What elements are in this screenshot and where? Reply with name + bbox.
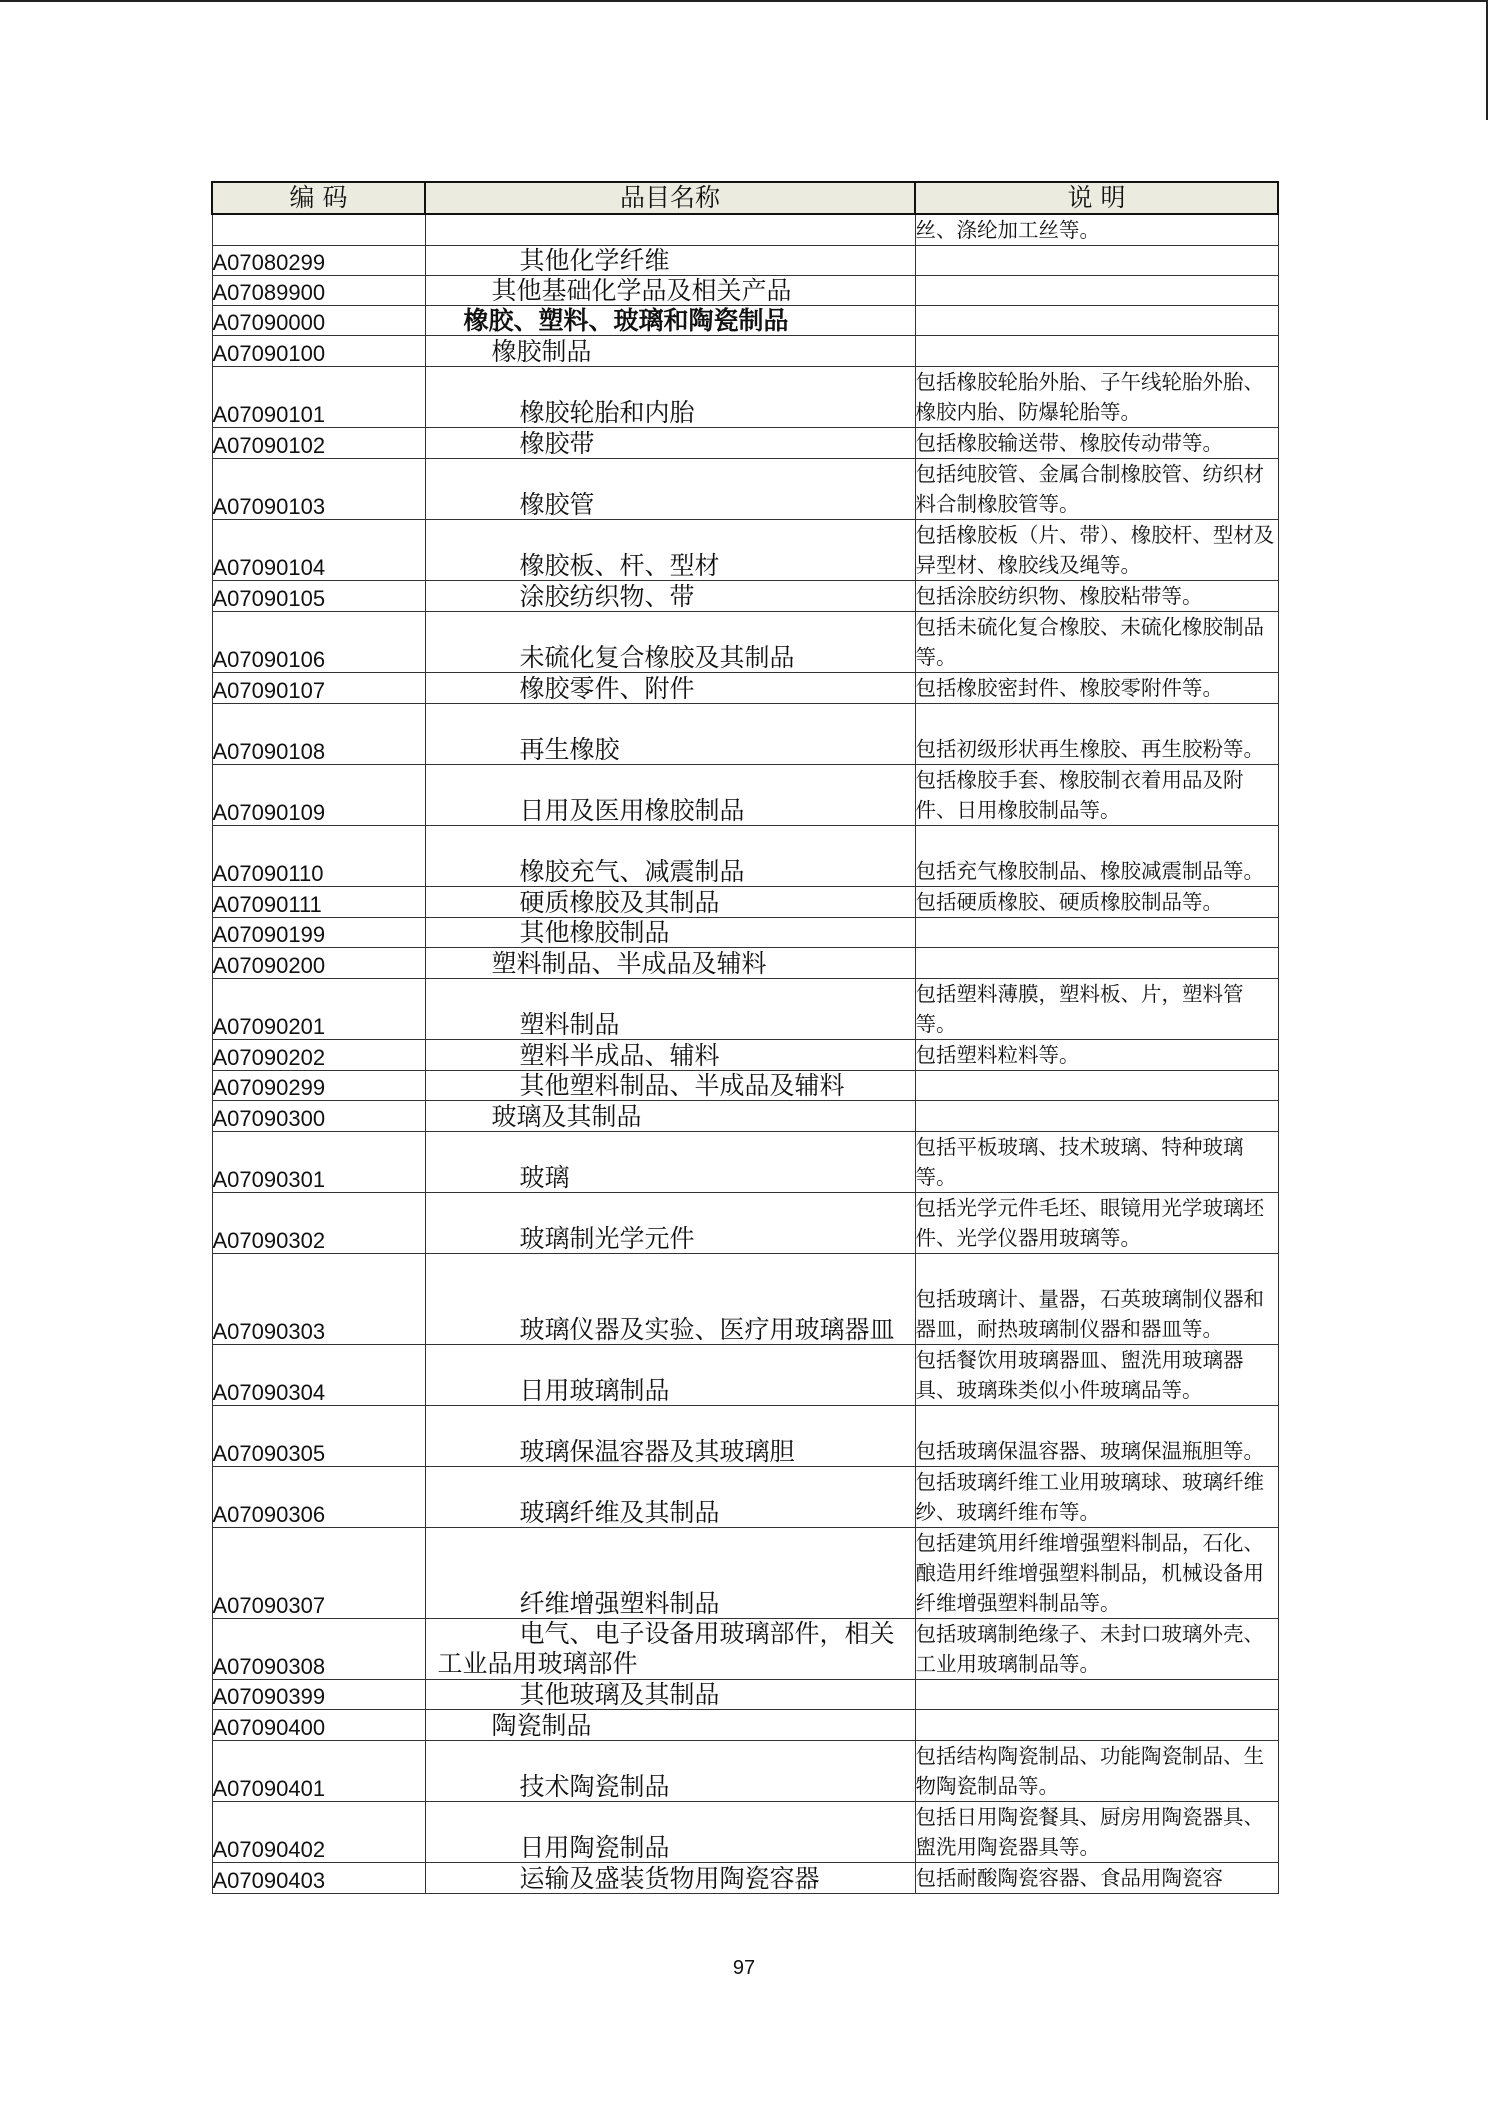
table-row (212, 367, 1278, 428)
item-name: 橡胶充气、减震制品 (425, 826, 915, 887)
item-description: 包括玻璃纤维工业用玻璃球、玻璃纤维纱、玻璃纤维布等。 (915, 1467, 1278, 1528)
item-name: 橡胶制品 (425, 336, 915, 367)
item-description: 包括纯胶管、金属合制橡胶管、纺织材料合制橡胶管等。 (915, 459, 1278, 520)
item-code: A07090111 (212, 887, 425, 918)
header-name: 品目名称 (425, 182, 915, 214)
table-row (212, 1254, 1278, 1345)
item-name: 橡胶、塑料、玻璃和陶瓷制品 (425, 306, 915, 336)
table-row (212, 612, 1278, 673)
table-row (212, 704, 1278, 765)
item-description (915, 1071, 1278, 1101)
item-code: A07090399 (212, 1680, 425, 1710)
item-name: 硬质橡胶及其制品 (425, 887, 915, 918)
item-code: A07090202 (212, 1040, 425, 1071)
item-code: A07090201 (212, 979, 425, 1040)
item-code: A07090100 (212, 336, 425, 367)
item-description: 包括未硫化复合橡胶、未硫化橡胶制品等。 (915, 612, 1278, 673)
table-row (212, 306, 1278, 336)
item-code: A07090299 (212, 1071, 425, 1101)
item-description: 包括建筑用纤维增强塑料制品，石化、酿造用纤维增强塑料制品，机械设备用纤维增强塑料制品等。 (915, 1528, 1278, 1619)
table-row (212, 673, 1278, 704)
item-description: 包括平板玻璃、技术玻璃、特种玻璃等。 (915, 1132, 1278, 1193)
table-row (212, 1467, 1278, 1528)
item-name: 橡胶零件、附件 (425, 673, 915, 704)
header-row (212, 182, 1278, 214)
header-code: 编 码 (212, 182, 425, 214)
table-row (212, 887, 1278, 918)
item-name: 其他基础化学品及相关产品 (425, 276, 915, 306)
item-description: 包括橡胶轮胎外胎、子午线轮胎外胎、橡胶内胎、防爆轮胎等。 (915, 367, 1278, 428)
item-description: 包括耐酸陶瓷容器、食品用陶瓷容 (915, 1863, 1278, 1894)
table-row (212, 979, 1278, 1040)
item-description (915, 948, 1278, 979)
item-code: A07090400 (212, 1710, 425, 1741)
item-description (915, 246, 1278, 276)
item-name (425, 1619, 915, 1680)
table-row (212, 581, 1278, 612)
item-description: 包括玻璃计、量器，石英玻璃制仪器和器皿，耐热玻璃制仪器和器皿等。 (915, 1254, 1278, 1345)
item-code: A07080299 (212, 246, 425, 276)
catalog-table-header (212, 182, 1278, 214)
table-row (212, 1619, 1278, 1680)
item-code: A07090306 (212, 1467, 425, 1528)
item-description: 包括餐饮用玻璃器皿、盥洗用玻璃器具、玻璃珠类似小件玻璃品等。 (915, 1345, 1278, 1406)
item-code: A07090106 (212, 612, 425, 673)
item-code: A07090307 (212, 1528, 425, 1619)
table-row (212, 1132, 1278, 1193)
table-row (212, 520, 1278, 581)
item-description: 包括涂胶纺织物、橡胶粘带等。 (915, 581, 1278, 612)
catalog-table (211, 181, 1279, 1894)
item-name: 纤维增强塑料制品 (425, 1528, 915, 1619)
item-description: 包括塑料薄膜，塑料板、片，塑料管等。 (915, 979, 1278, 1040)
item-code: A07090300 (212, 1101, 425, 1132)
item-description (915, 336, 1278, 367)
table-row (212, 1741, 1278, 1802)
item-description: 包括橡胶密封件、橡胶零附件等。 (915, 673, 1278, 704)
item-description (915, 1680, 1278, 1710)
item-name: 其他塑料制品、半成品及辅料 (425, 1071, 915, 1101)
item-name: 玻璃制光学元件 (425, 1193, 915, 1254)
item-name: 玻璃 (425, 1132, 915, 1193)
item-name: 玻璃保温容器及其玻璃胆 (425, 1406, 915, 1467)
item-code: A07089900 (212, 276, 425, 306)
item-description: 包括初级形状再生橡胶、再生胶粉等。 (915, 704, 1278, 765)
item-code (212, 214, 425, 246)
item-name (425, 214, 915, 246)
item-code: A07090308 (212, 1619, 425, 1680)
item-code: A07090101 (212, 367, 425, 428)
item-description (915, 918, 1278, 948)
table-row (212, 826, 1278, 887)
item-code: A07090302 (212, 1193, 425, 1254)
item-description: 包括橡胶手套、橡胶制衣着用品及附件、日用橡胶制品等。 (915, 765, 1278, 826)
item-description: 包括橡胶输送带、橡胶传动带等。 (915, 428, 1278, 459)
item-description (915, 276, 1278, 306)
item-code: A07090108 (212, 704, 425, 765)
item-name: 其他化学纤维 (425, 246, 915, 276)
item-code: A07090304 (212, 1345, 425, 1406)
table-row (212, 1528, 1278, 1619)
page-top-border (0, 0, 1488, 2)
item-description (915, 1710, 1278, 1741)
table-row (212, 765, 1278, 826)
item-code: A07090305 (212, 1406, 425, 1467)
item-code: A07090401 (212, 1741, 425, 1802)
table-row (212, 428, 1278, 459)
item-code: A07090103 (212, 459, 425, 520)
table-row (212, 459, 1278, 520)
item-description: 包括玻璃制绝缘子、未封口玻璃外壳、工业用玻璃制品等。 (915, 1619, 1278, 1680)
item-name: 涂胶纺织物、带 (425, 581, 915, 612)
item-name: 日用玻璃制品 (425, 1345, 915, 1406)
item-code: A07090402 (212, 1802, 425, 1863)
table-row (212, 1071, 1278, 1101)
item-description: 包括结构陶瓷制品、功能陶瓷制品、生物陶瓷制品等。 (915, 1741, 1278, 1802)
item-description: 包括橡胶板（片、带）、橡胶杆、型材及异型材、橡胶线及绳等。 (915, 520, 1278, 581)
item-name: 日用及医用橡胶制品 (425, 765, 915, 826)
item-name: 塑料制品 (425, 979, 915, 1040)
item-description (915, 1101, 1278, 1132)
table-row (212, 1406, 1278, 1467)
item-name: 日用陶瓷制品 (425, 1802, 915, 1863)
table-row (212, 214, 1278, 246)
item-description (915, 306, 1278, 336)
item-code: A07090301 (212, 1132, 425, 1193)
table-row (212, 1802, 1278, 1863)
item-description: 包括玻璃保温容器、玻璃保温瓶胆等。 (915, 1406, 1278, 1467)
item-description: 包括充气橡胶制品、橡胶减震制品等。 (915, 826, 1278, 887)
item-name: 橡胶板、杆、型材 (425, 520, 915, 581)
table-row (212, 1680, 1278, 1710)
item-name: 橡胶带 (425, 428, 915, 459)
table-row (212, 276, 1278, 306)
item-name: 未硫化复合橡胶及其制品 (425, 612, 915, 673)
item-name: 其他橡胶制品 (425, 918, 915, 948)
table-row (212, 246, 1278, 276)
item-code: A07090000 (212, 306, 425, 336)
table-row (212, 1040, 1278, 1071)
table-row (212, 1710, 1278, 1741)
catalog-table-body (212, 214, 1278, 1894)
item-name-text: 电气、电子设备用玻璃部件，相关工业品用玻璃部件 (437, 1619, 895, 1678)
table-row (212, 1345, 1278, 1406)
item-name: 橡胶轮胎和内胎 (425, 367, 915, 428)
item-code: A07090104 (212, 520, 425, 581)
table-row (212, 1193, 1278, 1254)
item-description: 丝、涤纶加工丝等。 (915, 214, 1278, 246)
header-desc: 说 明 (915, 182, 1278, 214)
item-code: A07090102 (212, 428, 425, 459)
item-code: A07090200 (212, 948, 425, 979)
table-row (212, 918, 1278, 948)
item-name: 其他玻璃及其制品 (425, 1680, 915, 1710)
item-name: 运输及盛装货物用陶瓷容器 (425, 1863, 915, 1894)
item-description: 包括光学元件毛坯、眼镜用光学玻璃坯件、光学仪器用玻璃等。 (915, 1193, 1278, 1254)
item-name: 玻璃仪器及实验、医疗用玻璃器皿 (425, 1254, 915, 1345)
item-description: 包括日用陶瓷餐具、厨房用陶瓷器具、盥洗用陶瓷器具等。 (915, 1802, 1278, 1863)
item-name: 陶瓷制品 (425, 1710, 915, 1741)
item-name: 橡胶管 (425, 459, 915, 520)
item-code: A07090107 (212, 673, 425, 704)
item-description: 包括硬质橡胶、硬质橡胶制品等。 (915, 887, 1278, 918)
item-name: 技术陶瓷制品 (425, 1741, 915, 1802)
item-name: 塑料制品、半成品及辅料 (425, 948, 915, 979)
table-row (212, 1101, 1278, 1132)
item-description: 包括塑料粒料等。 (915, 1040, 1278, 1071)
item-name: 玻璃及其制品 (425, 1101, 915, 1132)
item-name: 玻璃纤维及其制品 (425, 1467, 915, 1528)
item-name: 塑料半成品、辅料 (425, 1040, 915, 1071)
item-code: A07090403 (212, 1863, 425, 1894)
table-row (212, 336, 1278, 367)
table-row (212, 1863, 1278, 1894)
table-row (212, 948, 1278, 979)
item-code: A07090105 (212, 581, 425, 612)
item-code: A07090109 (212, 765, 425, 826)
page-number: 97 (732, 1957, 756, 1979)
item-code: A07090110 (212, 826, 425, 887)
item-code: A07090199 (212, 918, 425, 948)
item-name: 再生橡胶 (425, 704, 915, 765)
item-code: A07090303 (212, 1254, 425, 1345)
